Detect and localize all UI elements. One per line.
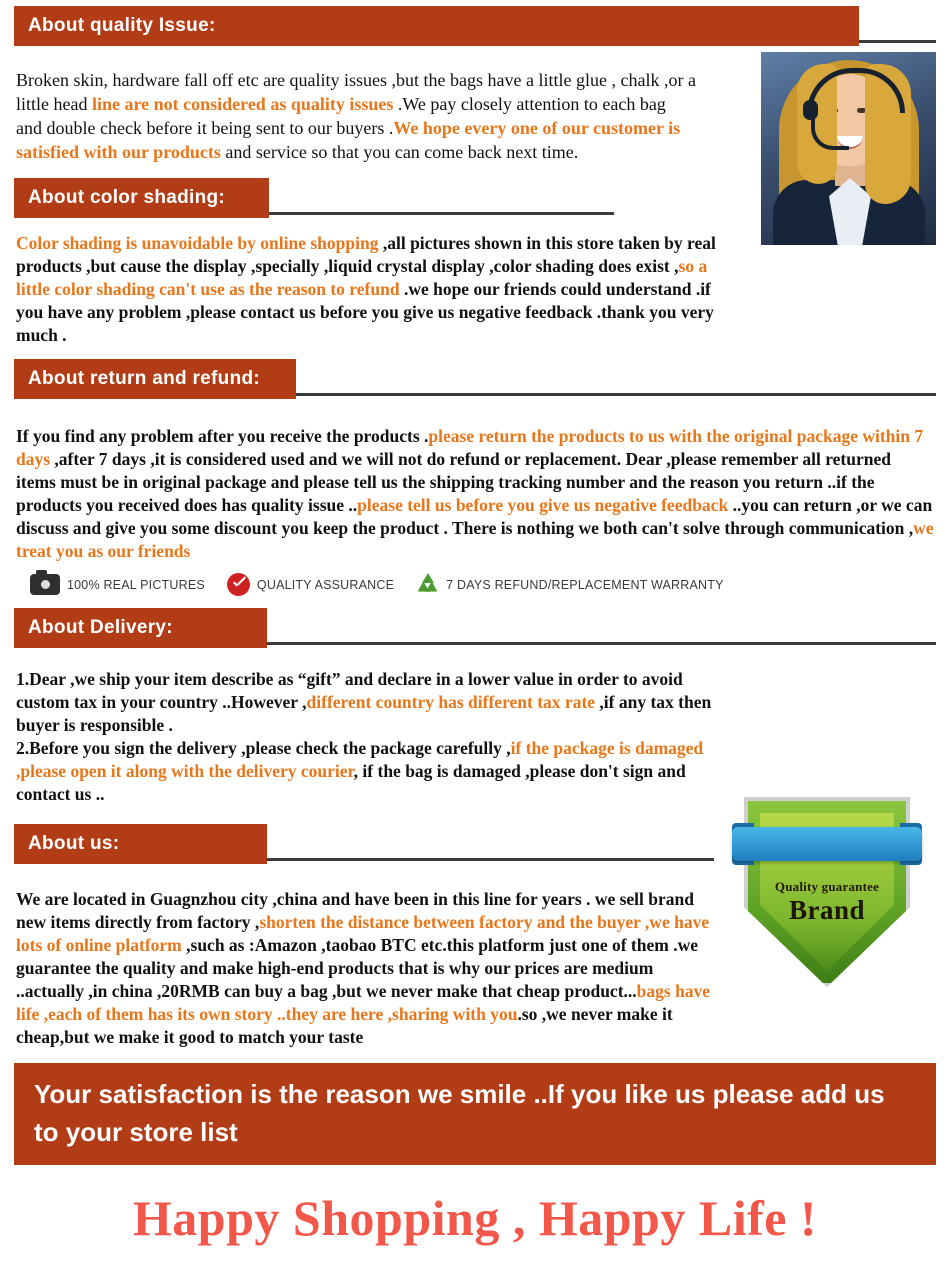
quality-highlight-2: We hope every one of our customer is satisfied with our products [16, 118, 681, 162]
quality-text-3: and service so that you can come back next time. [220, 142, 579, 162]
promo-page [0, 6, 950, 1276]
section-title-return-refund: About return and refund: [14, 359, 296, 399]
section-title-delivery: About Delivery: [14, 608, 267, 648]
section-title-about-us: About us: [14, 824, 267, 864]
delivery-text-3: 2.Before you sign the delivery ,please check the package carefully , [16, 738, 511, 758]
check-seal-icon [227, 573, 250, 596]
satisfaction-banner: Your satisfaction is the reason we smile ..If you like us please add us to your store list [14, 1063, 936, 1165]
delivery-text-1: 1.Dear ,we ship your item describe as “gift” and declare in a lower value in order to avoid custom tax in your country ..However , [16, 669, 683, 712]
paragraph-delivery-1 [16, 668, 721, 737]
quality-guarantee-shield-icon [732, 791, 922, 996]
camera-icon [30, 574, 60, 595]
color-shading-text-1: ,all pictures shown in this store taken by real products ,but cause the display ,specially ,liquid crystal display ,color shading does exist , [16, 233, 716, 276]
paragraph-color-shading [16, 232, 734, 347]
color-shading-highlight-1: Color shading is unavoidable by online shopping [16, 233, 379, 253]
paragraph-delivery-2 [16, 737, 721, 806]
paragraph-about-us [16, 888, 721, 1049]
return-highlight-2: please tell us before you give us negative feedback [357, 495, 729, 515]
return-text-1: If you find any problem after you receive the products . [16, 426, 429, 446]
badge-label-real-pictures: 100% REAL PICTURES [67, 577, 205, 592]
badge-quality-assurance [227, 573, 394, 596]
color-shading-highlight-2: so a little color shading can't use as the reason to refund [16, 256, 708, 299]
shield-band [732, 827, 922, 861]
return-text-2: ,after 7 days ,it is considered used and we will not do refund or replacement. Dear ,please remember all returned items must be in original package and please tell us the shipping tracking number and the reason you return ..if the products you received does has quality issue .. [16, 449, 891, 515]
section-header-color-shading [14, 178, 614, 218]
section-header-return-refund [14, 359, 936, 399]
about-us-highlight-1: shorten the distance between factory and the buyer ,we have lots of online platform [16, 912, 710, 955]
return-highlight-3: we treat you as our friends [16, 518, 934, 561]
badge-real-pictures [30, 574, 205, 595]
return-highlight-1: please return the products to us with the original package within 7 days [16, 426, 924, 469]
paragraph-quality [16, 68, 696, 164]
recycle-icon [416, 573, 439, 596]
section-header-about-us [14, 824, 714, 864]
return-text-3: ..you can return ,or we can discuss and give you some discount you keep the product . There is nothing we both can't solve through communication , [16, 495, 933, 538]
section-title-quality: About quality Issue: [14, 6, 859, 46]
section-header-delivery [14, 608, 936, 648]
shield-quality-text: Quality guarantee [774, 879, 880, 894]
about-us-text-3: .so ,we never make it cheap,but we make it good to match your taste [16, 1004, 673, 1047]
about-us-text-2: ,such as :Amazon ,taobao BTC etc.this platform just one of them .we guarantee the quality and make high-end products that is why our prices are medium ..actually ,in china ,20RMB can buy a bag ,but we never make that cheap product... [16, 935, 698, 1001]
badge-label-quality-assurance: QUALITY ASSURANCE [256, 577, 395, 592]
about-us-highlight-2: bags have life ,each of them has its own story ..they are here ,sharing with you [16, 981, 711, 1024]
paragraph-return-refund [16, 425, 934, 563]
delivery-highlight-2: if the package is damaged ,please open it along with the delivery courier [16, 738, 704, 781]
trust-badges [30, 573, 934, 596]
delivery-text-4: , if the bag is damaged ,please don't sign and contact us .. [16, 761, 686, 804]
shield-brand-text: Brand [788, 895, 866, 925]
section-title-color-shading: About color shading: [14, 178, 269, 218]
delivery-highlight-1: different country has different tax rate [306, 692, 596, 712]
happy-shopping-footer: Happy Shopping , Happy Life ! [132, 1190, 818, 1246]
quality-text-2: .We pay closely attention to each bag and double check before it being sent to our buyers . [16, 94, 666, 138]
quality-text-1: Broken skin, hardware fall off etc are quality issues ,but the bags have a little glue , chalk ,or a little head [16, 70, 696, 114]
color-shading-text-2: .we hope our friends could understand .if you have any problem ,please contact us before you give us negative feedback .thank you very much . [16, 279, 714, 345]
badge-label-refund-warranty: 7 DAYS REFUND/REPLACEMENT WARRANTY [446, 577, 724, 592]
delivery-text-2: ,if any tax then buyer is responsible . [16, 692, 712, 735]
badge-refund-warranty [416, 573, 723, 596]
quality-highlight-1: line are not considered as quality issues [91, 94, 394, 114]
customer-service-agent-photo [761, 52, 936, 245]
section-header-quality [14, 6, 936, 46]
about-us-text-1: We are located in Guagnzhou city ,china and have been in this line for years . we sell brand new items directly from factory , [16, 889, 694, 932]
